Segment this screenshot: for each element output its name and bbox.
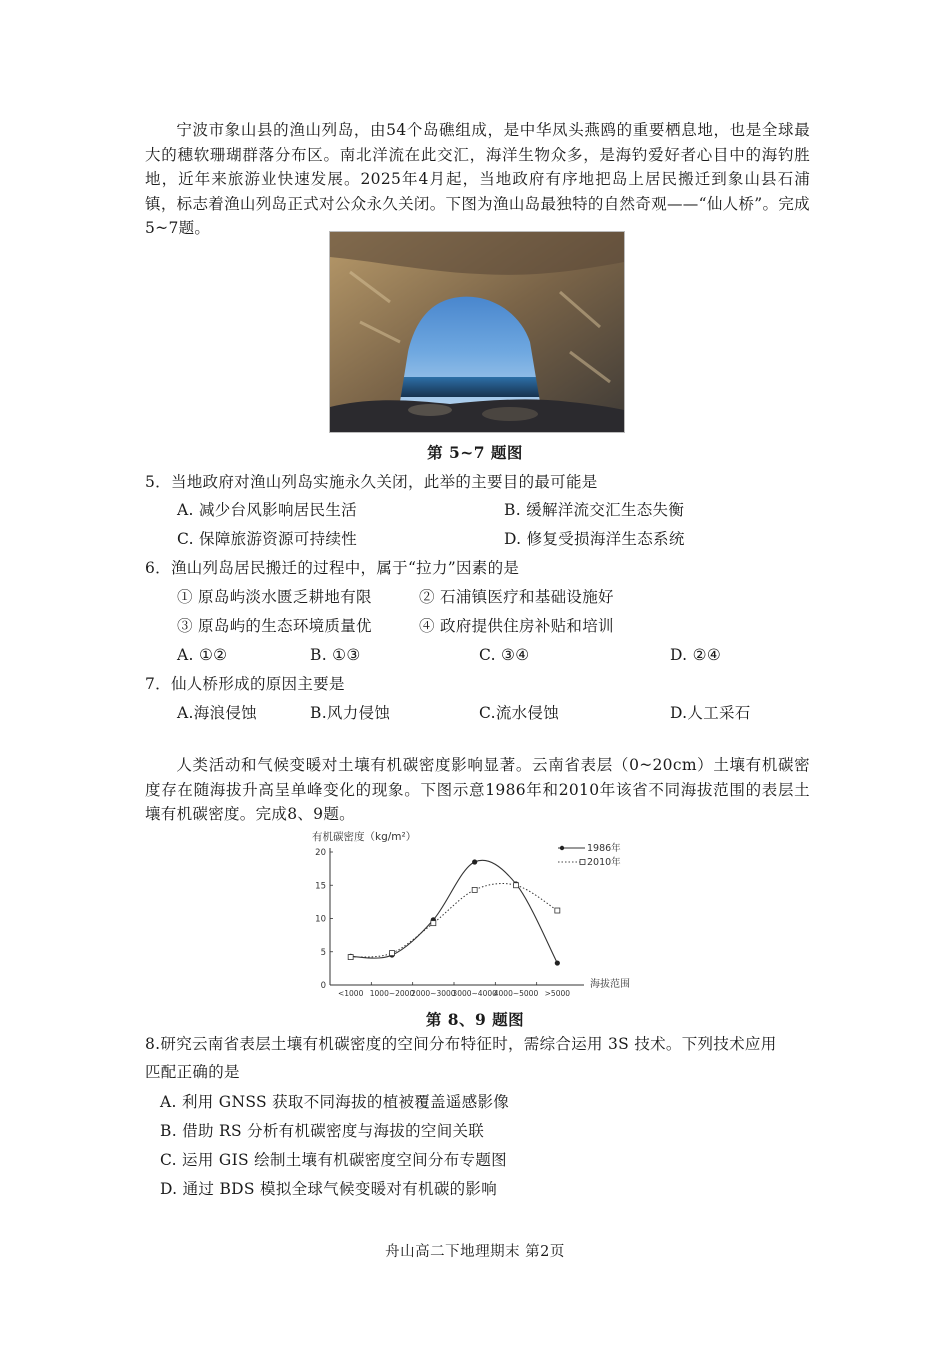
x-tick-label: 4000~5000 bbox=[493, 989, 539, 998]
question-6-item-3: ③ 原岛屿的生态环境质量优 bbox=[177, 617, 372, 635]
data-point-2010 bbox=[431, 921, 436, 926]
data-point-1986 bbox=[555, 960, 560, 965]
question-7-option-d[interactable]: D.人工采石 bbox=[670, 704, 751, 722]
question-5-option-d[interactable]: D. 修复受损海洋生态系统 bbox=[504, 530, 685, 548]
chart-legend bbox=[558, 842, 621, 868]
y-tick-label: 10 bbox=[315, 914, 326, 925]
question-6-item-4: ④ 政府提供住房补贴和培训 bbox=[419, 617, 614, 635]
question-7-option-a[interactable]: A.海浪侵蚀 bbox=[177, 704, 257, 722]
y-tick-label: 0 bbox=[320, 981, 326, 991]
chart-svg bbox=[300, 826, 650, 1002]
question-5-option-b[interactable]: B. 缓解洋流交汇生态失衡 bbox=[504, 501, 685, 519]
x-tick-label: 3000~4000 bbox=[452, 989, 497, 998]
y-tick-label: 5 bbox=[320, 947, 326, 958]
y-tick-label: 20 bbox=[315, 848, 326, 858]
question-6-stem: 6．渔山列岛居民搬迁的过程中，属于“拉力”因素的是 bbox=[145, 559, 520, 577]
data-point-2010 bbox=[472, 887, 477, 892]
x-tick-label: 1000~2000 bbox=[369, 989, 415, 998]
x-tick-label: <1000 bbox=[337, 989, 364, 998]
question-5-stem: 5．当地政府对渔山列岛实施永久关闭，此举的主要目的最可能是 bbox=[145, 473, 598, 491]
data-point-2010 bbox=[514, 883, 519, 888]
question-8-stem-line-1: 8.研究云南省表层土壤有机碳密度的空间分布特征时，需综合运用 3S 技术。下列技术应用 bbox=[145, 1035, 777, 1053]
question-8-option-a[interactable]: A. 利用 GNSS 获取不同海拔的植被覆盖遥感影像 bbox=[160, 1093, 510, 1111]
question-6-option-a[interactable]: A. ①② bbox=[177, 646, 228, 664]
series-line-1986年 bbox=[351, 860, 558, 963]
legend-label-1986: 1986年 bbox=[587, 843, 621, 854]
question-5-option-c[interactable]: C. 保障旅游资源可持续性 bbox=[177, 530, 358, 548]
series-line-2010年 bbox=[351, 884, 558, 958]
intro-text-2: 人类活动和气候变暖对土壤有机碳密度影响显著。云南省表层（0~20cm）土壤有机碳密度存在随海拔升高呈单峰变化的现象。下图示意1986年和2010年该省不同海拔范围的表层土壤有机碳密度。完成8、9题。 bbox=[145, 756, 810, 823]
x-tick-label: >5000 bbox=[544, 989, 571, 998]
data-point-2010 bbox=[390, 951, 395, 956]
intro-text: 宁波市象山县的渔山列岛，由54个岛礁组成，是中华凤头燕鸥的重要栖息地，也是全球最大的穗软珊瑚群落分布区。南北洋流在此交汇，海洋生物众多，是海钓爱好者心目中的海钓胜地，近年来旅游业快速发展。2025年4月起，当地政府有序地把岛上居民搬迁到象山县石浦镇，标志着渔山列岛正式对公众永久关闭。下图为渔山岛最独特的自然奇观——“仙人桥”。完成5~7题。 bbox=[145, 121, 810, 237]
question-7-option-c[interactable]: C.流水侵蚀 bbox=[479, 704, 560, 722]
question-6-option-b[interactable]: B. ①③ bbox=[310, 646, 361, 664]
question-8-option-d[interactable]: D. 通过 BDS 模拟全球气候变暖对有机碳的影响 bbox=[160, 1180, 498, 1198]
data-point-2010 bbox=[348, 955, 353, 960]
x-tick-label: 2000~3000 bbox=[411, 989, 456, 998]
question-6-item-2: ② 石浦镇医疗和基础设施好 bbox=[419, 588, 614, 606]
legend-marker-2010 bbox=[580, 860, 585, 865]
question-7-stem: 7．仙人桥形成的原因主要是 bbox=[145, 675, 345, 693]
question-8-stem-line-2: 匹配正确的是 bbox=[145, 1063, 240, 1081]
x-axis-title: 海拔范围 bbox=[590, 979, 630, 990]
soil-carbon-chart bbox=[300, 826, 650, 1002]
question-8-option-b[interactable]: B. 借助 RS 分析有机碳密度与海拔的空间关联 bbox=[160, 1122, 485, 1140]
legend-label-2010: 2010年 bbox=[587, 857, 621, 868]
y-axis-title: 有机碳密度（kg/m²） bbox=[312, 831, 417, 843]
question-6-item-1: ① 原岛屿淡水匮乏耕地有限 bbox=[177, 588, 372, 606]
page-footer: 舟山高二下地理期末 第2页 bbox=[385, 1244, 565, 1260]
photo-caption: 第 5~7 题图 bbox=[427, 443, 523, 462]
question-7-option-b[interactable]: B.风力侵蚀 bbox=[310, 704, 391, 722]
intro-passage-8-9 bbox=[145, 753, 810, 827]
question-6-option-d[interactable]: D. ②④ bbox=[670, 646, 722, 664]
fairy-bridge-photo bbox=[329, 231, 625, 433]
data-point-2010 bbox=[555, 908, 560, 913]
intro-passage-5-7 bbox=[145, 118, 810, 241]
question-5-option-a[interactable]: A. 减少台风影响居民生活 bbox=[177, 501, 357, 519]
question-8-option-c[interactable]: C. 运用 GIS 绘制土壤有机碳密度空间分布专题图 bbox=[160, 1151, 507, 1169]
data-point-1986 bbox=[472, 859, 477, 864]
question-6-option-c[interactable]: C. ③④ bbox=[479, 646, 530, 664]
chart-caption: 第 8、9 题图 bbox=[425, 1010, 525, 1029]
legend-marker-1986 bbox=[560, 846, 564, 850]
y-tick-label: 15 bbox=[315, 881, 326, 892]
